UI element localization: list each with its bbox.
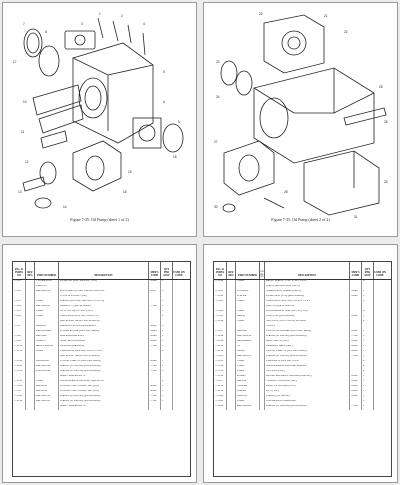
svg-text:27: 27 [214, 140, 218, 144]
qty-cell: 1 [161, 395, 173, 400]
part-number-cell: RRC1409 [35, 335, 59, 340]
qty-cell: 1 [362, 295, 374, 300]
qty-cell: 4 [161, 380, 173, 385]
index-cell: 7-35-4 [13, 305, 26, 310]
index-cell: 7-35-10 [13, 345, 26, 350]
mfr-code-cell: 77326 [149, 365, 161, 370]
index-cell: 7-35-30 [214, 345, 227, 350]
qty-cell: 1 [362, 340, 374, 345]
mfr-code-cell: 58199 [350, 295, 362, 300]
description-cell: LOCKWASHER, SPR, HEL, 5/8 (STL) [265, 310, 350, 315]
part-number-cell: PRP-360-233 [236, 355, 260, 360]
parts-table [12, 261, 191, 477]
qty-cell: 1 [161, 300, 173, 305]
index-cell: 7-35-13 [13, 365, 26, 370]
parts-list-sheet-2 [203, 244, 398, 483]
header-mfr: MFR'S CODE [350, 262, 362, 279]
index-cell: 7-35-38 [214, 385, 227, 390]
part-number-cell: 360058 [236, 315, 260, 320]
index-cell: 7-35-29 [214, 340, 227, 345]
description-cell: O-LEAD PASS THROUGH [265, 400, 350, 405]
parts-list-sheet-1 [2, 244, 197, 483]
description-cell: O-RING (STYRENE) (ASTM D2000) [265, 335, 350, 340]
table-header [214, 262, 391, 280]
svg-text:6: 6 [163, 100, 165, 104]
svg-text:18: 18 [173, 155, 177, 159]
part-number-cell [35, 405, 59, 410]
index-cell: 7-35-35 [214, 370, 227, 375]
description-cell: O-RING (STYRENE) (ASTM D2000) [265, 355, 350, 360]
part-number-cell: PRP-340-012 [236, 405, 260, 410]
index-cell: 7-35-19 [13, 400, 26, 405]
index-cell: 7-35-41 [214, 400, 227, 405]
description-cell: BALANCE PISTON ASSEMBLY [59, 325, 149, 330]
index-cell: 7-35-17 [13, 390, 26, 395]
index-cell: 7-35-7 [13, 325, 26, 330]
used-on-cell [374, 405, 386, 410]
index-cell: 7-35-11 [13, 350, 26, 355]
part-number-cell: COML [236, 300, 260, 305]
qty-cell: 1 [161, 370, 173, 375]
qty-cell: 1 [161, 385, 173, 390]
part-number-cell: COML [236, 400, 260, 405]
oil-pump-exploded-diagram-sheet-2 [204, 3, 397, 225]
part-number-cell: PRP-360-012 [35, 290, 59, 295]
mfr-code-cell: 58199 [149, 330, 161, 335]
part-number-cell: 079958R [236, 295, 260, 300]
part-number-cell: 1.0HP/3-5 [35, 285, 59, 290]
header-part: PART NUMBER [236, 262, 260, 279]
description-cell: PLUG, MACH. THD. O-RING, HEX HD. [59, 290, 149, 295]
mfr-code-cell: 77326 [350, 355, 362, 360]
index-cell: 7-35-27 [214, 330, 227, 335]
part-number-cell: 210PAS [236, 375, 260, 380]
oil-pump-exploded-diagram-sheet-1 [3, 3, 196, 225]
mfr-code-cell: 58199 [149, 360, 161, 365]
mfr-code-cell: 58199 [350, 375, 362, 380]
svg-text:3: 3 [81, 22, 83, 26]
index-cell: 7-35-23 [214, 300, 227, 305]
index-cell: 7-35-3 [13, 300, 26, 305]
description-cell: NUT, HEX, 5/8-11, 5/8-14 (STL AND [265, 320, 350, 325]
ref-cell [26, 405, 35, 410]
qty-cell: 1 [362, 390, 374, 395]
header-used: USED ON CODE [173, 271, 185, 278]
header-desc: DESCRIPTION [265, 262, 350, 279]
table-body [13, 280, 190, 410]
qty-cell: 1 [362, 375, 374, 380]
mfr-code-cell: 58199 [350, 395, 362, 400]
qty-cell: 1 [161, 390, 173, 395]
index-cell: 7-35-20 [214, 280, 227, 285]
description-cell: CONDUIT BOX ASSY (AL) [265, 380, 350, 385]
header-ref: REF DES [26, 262, 35, 279]
svg-text:22: 22 [344, 30, 348, 34]
description-cell: FLANGE, PIPE, 4 BOLT SAE (STL) [59, 385, 149, 390]
svg-text:9: 9 [178, 120, 180, 124]
drawing-sheet-1 [2, 2, 197, 237]
index-cell: 7-35-12 [13, 360, 26, 365]
description-cell: BEARING, BALL (SKF) [265, 345, 350, 350]
description-cell: KEY, 3/16 SQ. x 1-3/4 L (STL) [59, 310, 149, 315]
qty-cell: 8 [362, 300, 374, 305]
index-cell: 7-35-39 [214, 390, 227, 395]
header-indent: I N D E N T [260, 262, 265, 279]
qty-cell: 2 [161, 335, 173, 340]
description-cell: (ALY STL) (ASTM A574) [265, 305, 350, 310]
mfr-code-cell: 58199 [350, 330, 362, 335]
mfr-code-cell: 77326 [149, 345, 161, 350]
qty-cell: 1 [161, 365, 173, 370]
mfr-code-cell: 28781 [149, 290, 161, 295]
index-cell: 7-35-25 [214, 315, 227, 320]
mfr-code-cell: 60988 [149, 385, 161, 390]
svg-text:14: 14 [63, 205, 67, 209]
description-cell: CAPSCREW, HEX HD, 3/8-16 x 1 L [59, 315, 149, 320]
qty-cell: 1 [161, 360, 173, 365]
part-number-cell: COML [35, 300, 59, 305]
svg-text:17: 17 [13, 60, 17, 64]
part-number-cell: 8190AG [236, 390, 260, 395]
part-number-cell: PRP-360-236 [35, 365, 59, 370]
index-cell [13, 405, 26, 410]
svg-text:7: 7 [23, 22, 25, 26]
description-cell: COVER, THRUST (DUCTILE IRON) [265, 350, 350, 355]
description-cell: GASKET, ... (ASTM D2000) [59, 305, 149, 310]
mfr-code-cell: 58199 [350, 380, 362, 385]
qty-cell: 1 [161, 340, 173, 345]
part-number-cell: R04-24-24 [35, 390, 59, 395]
part-number-cell: R04-24-32 [35, 385, 59, 390]
description-cell: POWER ROTOR (DUCTILE IRON) [59, 330, 149, 335]
description-cell: O-RING (STYRENE) (ASTM D2000) [59, 365, 149, 370]
description-cell: BOLT, DRIVE (STL) [265, 340, 350, 345]
index-cell: 7-35-28 [214, 335, 227, 340]
mfr-code-cell [149, 405, 161, 410]
mfr-code-cell: 58199 [350, 390, 362, 395]
description-cell: O-RING (SEE SOE 3004 NOTE 3-10-70) [59, 300, 149, 305]
svg-text:24: 24 [216, 95, 220, 99]
used-on-cell [173, 405, 185, 410]
qty-cell: 1 [161, 280, 173, 285]
part-number-cell: PRP2SA [236, 380, 260, 385]
svg-text:20: 20 [259, 12, 263, 16]
qty-cell: 1 [161, 330, 173, 335]
ref-cell [227, 405, 236, 410]
qty-cell: 1 [161, 290, 173, 295]
part-number-cell: ZRC14GWAB [35, 330, 59, 335]
description-cell: KEY, (STL) [265, 390, 350, 395]
index-cell: 7-35-15 [13, 380, 26, 385]
qty-cell [161, 405, 173, 410]
header-mfr: MFR'S CODE [149, 262, 161, 279]
part-number-cell: 295618-1 [35, 340, 59, 345]
part-number-cell: PRP-360-230 [35, 395, 59, 400]
part-number-cell: 360828 [236, 350, 260, 355]
part-number-cell: COML [35, 350, 59, 355]
svg-text:1: 1 [99, 12, 101, 16]
header-index: FIG. & INDEX NO [214, 262, 227, 279]
mfr-code-cell: 60988 [149, 390, 161, 395]
qty-cell: 1 [362, 350, 374, 355]
mfr-code-cell: 77326 [149, 370, 161, 375]
index-cell: 7-35-8 [13, 335, 26, 340]
index-cell: 7-35-32 [214, 355, 227, 360]
index-cell: 7-35-9 [13, 340, 26, 345]
svg-text:26: 26 [384, 120, 388, 124]
part-number-cell: COML [236, 320, 260, 325]
qty-cell: 1 [362, 330, 374, 335]
svg-text:30: 30 [214, 205, 218, 209]
qty-cell: 1 [362, 405, 374, 410]
header-qty: QTY PER ASSY [161, 262, 173, 279]
index-cell: 7-35-26 [214, 320, 227, 325]
qty-cell: 4 [161, 350, 173, 355]
drawing-sheet-2 [203, 2, 398, 237]
part-number-cell: COML [236, 370, 260, 375]
description-cell: M4BC714A25B14F17Z [59, 375, 149, 380]
svg-text:4: 4 [143, 22, 145, 26]
index-cell: 7-35-18 [13, 395, 26, 400]
description-cell: COVER, OUTBOARD (DUCTILE IRON) [265, 330, 350, 335]
index-cell: 7-35-37 [214, 380, 227, 385]
description-cell: DECAL, RELIANCE MOTOR (PLASTIC) [265, 375, 350, 380]
qty-cell: 1 [362, 400, 374, 405]
index-cell: 7-35-1 [13, 280, 26, 285]
description-cell: SEAL, MECHANICAL [59, 340, 149, 345]
header-qty: QTY PER ASSY [362, 262, 374, 279]
description-cell: IDLER ROTOR ASSY [59, 335, 149, 340]
qty-cell: 4 [362, 360, 374, 365]
index-cell: 7-35-22 [214, 295, 227, 300]
part-number-cell: FVDS80X01H [35, 280, 59, 285]
figure-caption: Figure 7-35. Oil Pump (sheet 2 of 2) [271, 217, 330, 222]
qty-cell: 1 [362, 385, 374, 390]
table-body [214, 280, 391, 410]
qty-cell: 4 [161, 315, 173, 320]
svg-text:31: 31 [354, 215, 358, 219]
part-number-cell: FS140AR [236, 385, 260, 390]
description-cell: (ASTM A307 GR A, ZINC PLATED) [59, 320, 149, 325]
part-number-cell: 25008-38 [236, 395, 260, 400]
part-number-cell: COML [236, 310, 260, 315]
svg-text:29: 29 [384, 180, 388, 184]
description-cell: STEEL) [265, 325, 350, 330]
part-number-cell: FPN3082C [236, 290, 260, 295]
part-number-cell: 54 [236, 345, 260, 350]
description-cell: BASE, EXTENSION (STL) [265, 385, 350, 390]
mfr-code-cell: 77326 [149, 305, 161, 310]
part-number-cell: COML [236, 280, 260, 285]
qty-cell: 4 [362, 320, 374, 325]
description-cell: (CRES) (ANSI B18.6.4, TBL 6) [265, 285, 350, 290]
index-cell: 7-35-24 [214, 310, 227, 315]
mfr-code-cell: 77326 [149, 395, 161, 400]
index-cell: 7-35-42 [214, 405, 227, 410]
index-cell: 7-35-31 [214, 350, 227, 355]
mfr-code-cell: 58199 [149, 335, 161, 340]
mfr-code-cell: 77326 [149, 400, 161, 405]
mfr-code-cell: 58199 [350, 290, 362, 295]
svg-text:12: 12 [25, 160, 29, 164]
index-cell: 7-35-40 [214, 395, 227, 400]
parts-table [213, 261, 392, 477]
description-cell: O-RING (STYRENE) (ASTM D2000) [59, 395, 149, 400]
description-cell: 1-3/16-12 UN-2A ... (NE) [59, 295, 149, 300]
mfr-code-cell: 77326 [350, 405, 362, 410]
part-number-cell: PRP-360-238 [236, 335, 260, 340]
mfr-code-cell: 58199 [149, 280, 161, 285]
part-number-cell: COML [236, 360, 260, 365]
description-cell: PUMP, OIL (SOE 3004 SEE 7-2-1) [59, 280, 149, 285]
qty-cell: 1 [362, 345, 374, 350]
table-row [214, 405, 391, 410]
svg-text:23: 23 [216, 60, 220, 64]
qty-cell: 1 [362, 315, 374, 320]
header-part: PART NUMBER [35, 262, 59, 279]
index-cell: 7-35-33 [214, 360, 227, 365]
description-cell: CAPSCREW, HEX SOC, 5/8-11 x 1-1/2 L [265, 300, 350, 305]
mfr-code-cell: 58199 [350, 315, 362, 320]
svg-text:16: 16 [123, 190, 127, 194]
index-cell: 7-35-6 [13, 315, 26, 320]
header-used: USED ON CODE [374, 271, 386, 278]
description-cell: M4BC714A25B14F17Z [59, 405, 149, 410]
description-cell: O-RING, (STYRENE) [265, 395, 350, 400]
index-cell: 7-35-5 [13, 310, 26, 315]
qty-cell: 1 [362, 395, 374, 400]
qty-cell: 1 [161, 400, 173, 405]
svg-text:21: 21 [324, 14, 328, 18]
qty-cell: 1 [362, 335, 374, 340]
description-cell: CAPSCREW, HEX HD, 3/8-16 [265, 360, 350, 365]
index-cell: 7-35-34 [214, 365, 227, 370]
svg-text:10: 10 [23, 100, 27, 104]
description-cell: O-RING (STYRENE) (ASTM D2000) [59, 370, 149, 375]
description-cell: LOCKWASHER, HELICAL SPRING 3/8 [59, 380, 149, 385]
description-cell: CAPSCREW, HEX HD, 3/8-16 x 1-1/4 L [59, 350, 149, 355]
index-cell: 7-35-14 [13, 370, 26, 375]
part-number-cell: 206102B3D [35, 360, 59, 365]
svg-text:25: 25 [379, 85, 383, 89]
table-header [13, 262, 190, 280]
qty-cell: 1 [362, 355, 374, 360]
index-cell: 7-35-16 [13, 385, 26, 390]
header-ref: REF DES [227, 262, 236, 279]
svg-text:11: 11 [21, 130, 25, 134]
svg-text:13: 13 [18, 190, 22, 194]
description-cell: COVER, THRUST (DUCTILE IRON) [59, 360, 149, 365]
header-index: FIG. & INDEX NO [13, 262, 26, 279]
svg-text:15: 15 [128, 170, 132, 174]
qty-cell: 1 [161, 305, 173, 310]
qty-cell: 6 [362, 280, 374, 285]
index-cell: 7-35-2 [13, 290, 26, 295]
svg-text:5: 5 [163, 70, 165, 74]
mfr-code-cell: 58199 [350, 350, 362, 355]
part-number-cell: COML [35, 380, 59, 385]
part-number-cell: COML [236, 365, 260, 370]
mfr-code-cell: 58199 [149, 325, 161, 330]
mfr-code-cell: 58199 [350, 340, 362, 345]
svg-text:28: 28 [284, 190, 288, 194]
index-cell: 7-35-36 [214, 375, 227, 380]
qty-cell: 4 [362, 370, 374, 375]
description-cell: FLANGE, PIPE, 4 BOLT SAE (STL) [59, 390, 149, 395]
part-number-cell: 206102B [35, 325, 59, 330]
svg-text:2: 2 [121, 14, 123, 18]
part-number-cell: FFR-360-248 [35, 370, 59, 375]
part-number-cell: 360058A4AF [236, 340, 260, 345]
mfr-code-cell: 36292 [350, 345, 362, 350]
table-row [13, 405, 190, 410]
mfr-code-cell: 77326 [350, 335, 362, 340]
figure-caption: Figure 7-35. Oil Pump (sheet 1 of 2) [70, 217, 129, 222]
description-cell: BUSHING (BRONZE) [59, 345, 149, 350]
description-cell: FOOT (STL) (ASTM A36) [265, 315, 350, 320]
qty-cell: 1 [362, 380, 374, 385]
description-cell: NUT, HEX (STL) [265, 370, 350, 375]
qty-cell: 1 [362, 290, 374, 295]
qty-cell: 1 [161, 325, 173, 330]
part-number-cell: COML [35, 310, 59, 315]
qty-cell: 1 [161, 310, 173, 315]
qty-cell: 4 [362, 365, 374, 370]
description-cell: PUMP CASE (STL) (MIL-S-24093) [265, 295, 350, 300]
mfr-code-cell: 58199 [350, 385, 362, 390]
index-cell: 7-35-21 [214, 290, 227, 295]
part-number-cell: PRP-360-233 [35, 305, 59, 310]
qty-cell: 1 [161, 345, 173, 350]
description-cell: O-RING (STYRENE) (ASTM D2000) [265, 405, 350, 410]
header-desc: DESCRIPTION [59, 262, 149, 279]
part-number-cell: PRP-360-233 [35, 400, 59, 405]
part-number-cell: MRO-1303A-24 [35, 345, 59, 350]
description-cell: LOCKWASHER, HELICAL SPRING [265, 365, 350, 370]
qty-cell: 8 [362, 310, 374, 315]
description-cell: DRIVE SCREW, TYPE U, #2 x 3/16 L [265, 280, 350, 285]
description-cell: (ASTM A307 GR A, ZINC PLATED) [59, 355, 149, 360]
part-number-cell: COML [35, 315, 59, 320]
description-cell: NAMEPLATE, SERIAL (CRES) [265, 290, 350, 295]
svg-text:8: 8 [45, 30, 47, 34]
mfr-code-cell: 58199 [149, 340, 161, 345]
description-cell: O-RING (STYRENE) (ASTM D2000) [59, 400, 149, 405]
part-number-cell: 360058A [236, 330, 260, 335]
